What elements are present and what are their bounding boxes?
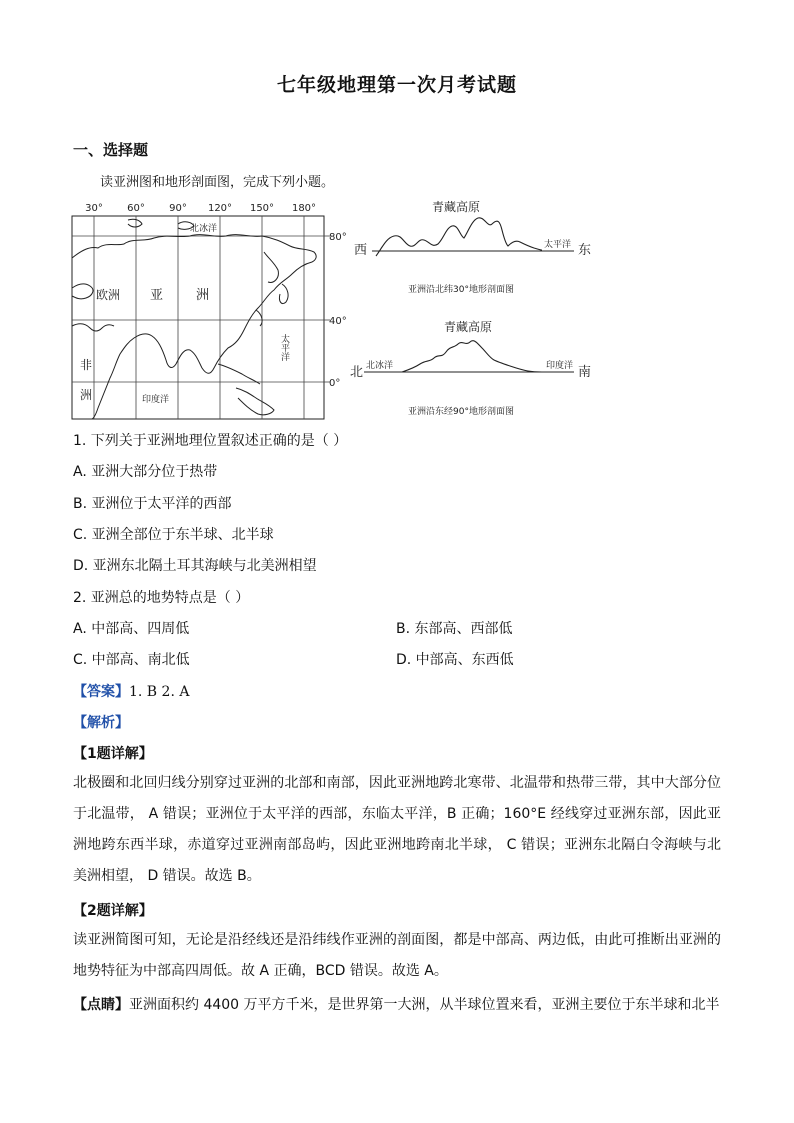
detail1-label: 【1题详解】 <box>73 746 153 762</box>
map-label-zhou: 洲 <box>196 288 210 303</box>
q1-option-a: A. 亚洲大部分位于热带 <box>73 464 218 480</box>
q1-option-d: D. 亚洲东北隔土耳其海峡与北美洲相望 <box>73 558 317 574</box>
profile2-ocean-right: 印度洋 <box>546 361 574 371</box>
lon-label: 60° <box>127 203 145 214</box>
profile2-north: 北 <box>350 365 364 380</box>
profile2-peak-label: 青藏高原 <box>444 320 493 334</box>
q2-option-a: A. 中部高、四周低 <box>73 621 190 637</box>
answer-label: 【答案】 <box>73 684 129 700</box>
profile-30n <box>352 198 602 298</box>
lon-label: 30° <box>85 203 103 214</box>
profile2-ocean-left: 北冰洋 <box>366 361 394 371</box>
detail2-label: 【2题详解】 <box>73 903 153 919</box>
profile1-terrain <box>376 218 542 256</box>
profile-90e <box>348 318 598 418</box>
q2-stem: 2. 亚洲总的地势特点是（ ） <box>73 590 250 606</box>
profile1-east: 东 <box>578 243 592 258</box>
tip-row <box>73 994 721 1014</box>
map-label-zhou2: 洲 <box>80 388 93 402</box>
profile1-caption: 亚洲沿北纬30°地形剖面图 <box>408 285 514 295</box>
lon-label: 120° <box>207 203 233 214</box>
profile2-caption: 亚洲沿东经90°地形剖面图 <box>408 407 514 417</box>
lon-label: 180° <box>291 203 317 214</box>
detail1-text: 北极圈和北回归线分别穿过亚洲的北部和南部，因此亚洲地跨北寒带、北温带和热带三带，其中大部分位于北温带， A 错误；亚洲位于太平洋的西部，东临太平洋，B 正确；160°E 经线穿过亚洲东部，因此亚洲地跨东西半球，赤道穿过亚洲南部岛屿，因此亚洲地跨南北半球， C 错误；亚洲东北隔白令海峡与北美洲相望， D 错误。故选 B。 <box>73 775 721 884</box>
lat-label: 80° <box>329 232 347 243</box>
map-label-europe: 欧洲 <box>96 288 121 302</box>
map-label-ya: 亚 <box>150 288 164 303</box>
section-heading: 一、选择题 <box>73 141 149 159</box>
q2-option-b: B. 东部高、西部低 <box>396 621 513 637</box>
lat-label: 0° <box>329 378 341 389</box>
profile1-peak-label: 青藏高原 <box>432 200 481 214</box>
tip-label: 【点睛】 <box>73 997 129 1013</box>
q2-option-c: C. 中部高、南北低 <box>73 652 190 668</box>
profile2-terrain <box>402 341 542 372</box>
map-label-pacific: 太平洋 <box>279 334 289 361</box>
map-frame <box>72 216 324 419</box>
profile1-west: 西 <box>354 243 368 258</box>
detail2-text: 读亚洲简图可知，无论是沿经线还是沿纬线作亚洲的剖面图，都是中部高、两边低，由此可推断出亚洲的地势特征为中部高四周低。故 A 正确，BCD 错误。故选 A。 <box>73 932 721 979</box>
lat-label: 40° <box>329 316 347 327</box>
lon-label: 150° <box>249 203 275 214</box>
map-label-indian: 印度洋 <box>142 395 170 405</box>
answer-row <box>73 681 189 701</box>
page-title: 七年级地理第一次月考试题 <box>276 74 517 96</box>
lon-label: 90° <box>169 203 187 214</box>
question-intro: 读亚洲图和地形剖面图，完成下列小题。 <box>100 175 335 190</box>
answer-text: 1. B 2. A <box>129 684 190 700</box>
map-label-arctic: 北冰洋 <box>190 224 218 234</box>
tip-text: 亚洲面积约 4400 万平方千米，是世界第一大洲，从半球位置来看，亚洲主要位于东半球和北半 <box>129 997 720 1013</box>
q1-stem: 1. 下列关于亚洲地理位置叙述正确的是（ ） <box>73 433 348 449</box>
analysis-label: 【解析】 <box>73 715 129 731</box>
profile2-south: 南 <box>578 365 592 380</box>
map-label-fei: 非 <box>80 358 93 372</box>
coastline <box>72 219 316 419</box>
q1-option-b: B. 亚洲位于太平洋的西部 <box>73 496 232 512</box>
asia-map <box>68 198 358 430</box>
q2-option-d: D. 中部高、东西低 <box>396 652 514 668</box>
profile1-ocean: 太平洋 <box>544 240 572 250</box>
q1-option-c: C. 亚洲全部位于东半球、北半球 <box>73 527 274 543</box>
